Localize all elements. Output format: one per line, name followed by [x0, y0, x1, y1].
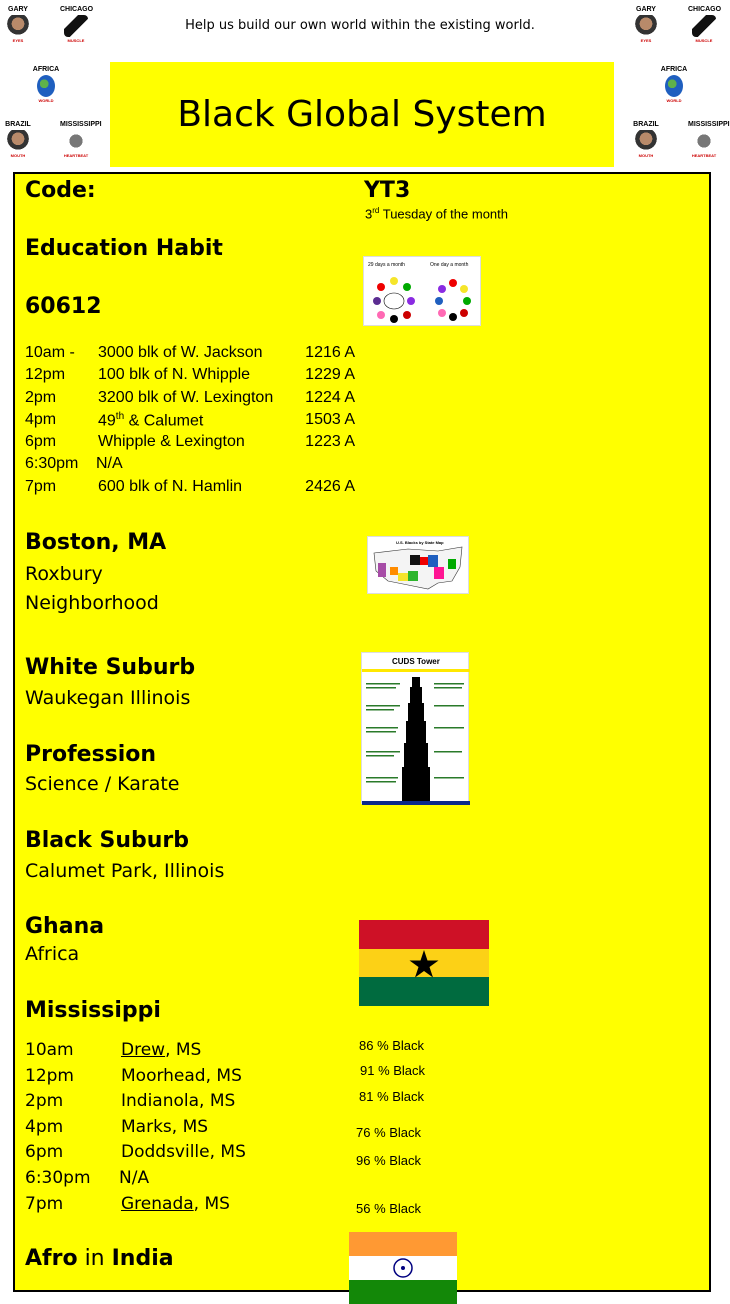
title-banner [110, 62, 614, 167]
thumbnail-sublabel: EYES [640, 38, 652, 43]
schedule-code: 1223 A [305, 433, 355, 451]
heart-icon [64, 130, 88, 152]
schedule-time: 4pm [25, 410, 57, 428]
schedule-time: 10am - [25, 344, 75, 361]
map-caption: U.S. Blacks by State Map [396, 540, 444, 545]
profession-heading: Profession [25, 742, 157, 767]
thumbnail-label: AFRICA [32, 66, 60, 73]
mississippi-schedule [25, 1040, 355, 1219]
ghana-heading: Ghana [25, 914, 105, 939]
thumbnail-africa [658, 66, 690, 103]
boston-line-2: Neighborhood [25, 592, 159, 614]
schedule-place: N/A [96, 455, 123, 473]
globe-icon [665, 75, 683, 97]
face-icon [634, 130, 658, 152]
schedule-row [25, 455, 355, 477]
face-icon [6, 130, 30, 152]
schedule-place: Whipple & Lexington [98, 433, 245, 451]
thumbnail-mississippi [688, 121, 730, 158]
white-suburb-line: Waukegan Illinois [25, 687, 191, 709]
thumbnail-sublabel: MUSCLE [67, 38, 85, 43]
cycle-diagram-svg [364, 257, 482, 327]
us-map-svg [368, 537, 470, 595]
schedule-time: 6:30pm [25, 455, 79, 473]
profession-line: Science / Karate [25, 773, 180, 795]
thumbnail-gary [2, 6, 34, 43]
schedule-code: 1229 A [305, 366, 355, 384]
schedule-row [25, 344, 355, 366]
thumbnail-label: CHICAGO [60, 6, 94, 13]
schedule-row [25, 389, 355, 411]
thumbnail-label: CHICAGO [688, 6, 722, 13]
mississippi-time: 10am [25, 1040, 74, 1060]
schedule-row [25, 478, 355, 500]
thumbnail-sublabel: MOUTH [10, 153, 26, 158]
habit-heading: Education Habit [25, 236, 223, 261]
cuds-tower-thumbnail [361, 652, 469, 804]
schedule-code: 1224 A [305, 388, 355, 406]
schedule-place: 3200 blk of W. Lexington [98, 388, 274, 406]
zip-heading: 60612 [25, 294, 102, 319]
schedule-code: 1216 A [305, 344, 355, 361]
mississippi-row [25, 1117, 355, 1143]
thumbnail-gary [630, 6, 662, 43]
schedule-row [25, 411, 355, 433]
black-suburb-heading: Black Suburb [25, 828, 190, 853]
heart-icon [692, 130, 716, 152]
mississippi-town: Moorhead, MS [121, 1065, 242, 1086]
thumbnail-label: MISSISSIPPI [688, 121, 730, 128]
schedule-time: 12pm [25, 366, 66, 384]
schedule-code: 1503 A [305, 410, 355, 428]
thumbnail-chicago [688, 6, 720, 43]
page-title: Black Global System [177, 94, 547, 135]
black-percentage: 91 % Black [360, 1063, 426, 1078]
globe-icon [37, 75, 55, 97]
mississippi-town: Drew, MS [121, 1040, 202, 1060]
code-value: YT3 [364, 178, 411, 203]
schedule-time: 7pm [25, 477, 57, 495]
mississippi-time: 6:30pm [25, 1167, 91, 1188]
schedule-place: 600 blk of N. Hamlin [98, 477, 243, 495]
mississippi-row [25, 1091, 355, 1117]
mississippi-town: Doddsville, MS [121, 1142, 246, 1163]
thumbnail-sublabel: EYES [12, 38, 24, 43]
tagline: Help us build our own world within the existing world. [185, 18, 535, 33]
india-word-afro: Afro [25, 1246, 78, 1271]
black-percentage: 81 % Black [359, 1089, 425, 1104]
india-word-in: in [84, 1246, 105, 1271]
mississippi-row [25, 1142, 355, 1168]
ghana-flag [359, 920, 489, 1006]
india-word-india: India [111, 1246, 174, 1271]
boston-heading: Boston, MA [25, 530, 167, 555]
mississippi-time: 2pm [25, 1091, 64, 1112]
mississippi-town: Grenada, MS [121, 1193, 230, 1214]
black-percentage: 56 % Black [356, 1201, 422, 1216]
thumbnail-sublabel: HEARTBEAT [63, 153, 89, 158]
black-suburb-line: Calumet Park, Illinois [25, 860, 225, 882]
face-icon [6, 15, 30, 37]
content-panel [13, 172, 711, 1292]
code-label: Code: [25, 178, 96, 203]
thumbnail-brazil [2, 121, 34, 158]
thumbnail-sublabel: MUSCLE [695, 38, 713, 43]
mississippi-town: Indianola, MS [121, 1091, 236, 1112]
thumbnail-brazil [630, 121, 662, 158]
thumbnail-label: BRAZIL [633, 121, 659, 128]
schedule-row [25, 366, 355, 388]
code-schedule: 3rd Tuesday of the month [365, 206, 508, 222]
mississippi-town: Marks, MS [121, 1116, 209, 1137]
schedule-time: 6pm [25, 433, 57, 451]
thumbnail-chicago [60, 6, 92, 43]
schedule-time: 2pm [25, 388, 57, 406]
thumbnail-label: BRAZIL [5, 121, 31, 128]
boston-line-1: Roxbury [25, 563, 103, 585]
black-percentage: 96 % Black [356, 1153, 422, 1168]
mississippi-time: 4pm [25, 1116, 64, 1137]
us-map-thumbnail [367, 536, 469, 594]
tower-title: CUDS Tower [392, 657, 440, 666]
thumbnail-label: GARY [8, 6, 28, 13]
arm-icon [692, 15, 716, 37]
mississippi-time: 12pm [25, 1065, 74, 1086]
schedule-row [25, 433, 355, 455]
thumbnail-label: MISSISSIPPI [60, 121, 102, 128]
schedule-place: 3000 blk of W. Jackson [98, 344, 263, 361]
cuds-tower-svg [362, 653, 470, 805]
thumbnail-sublabel: WORLD [38, 98, 54, 103]
thumbnail-label: AFRICA [660, 66, 688, 73]
thumbnail-sublabel: WORLD [666, 98, 682, 103]
thumbnail-sublabel: HEARTBEAT [691, 153, 717, 158]
mississippi-heading: Mississippi [25, 998, 161, 1023]
cycle-right-caption: One day a month [430, 262, 469, 268]
white-suburb-heading: White Suburb [25, 655, 196, 680]
mississippi-time: 6pm [25, 1142, 64, 1163]
mississippi-row [25, 1168, 355, 1194]
mississippi-row [25, 1040, 355, 1066]
mississippi-time: 7pm [25, 1193, 64, 1214]
mississippi-town: N/A [119, 1167, 150, 1188]
face-icon [634, 15, 658, 37]
thumbnail-label: GARY [636, 6, 656, 13]
cycle-diagram-thumbnail [363, 256, 481, 326]
india-flag [349, 1232, 457, 1304]
schedule-code: 2426 A [305, 477, 355, 495]
mississippi-row [25, 1194, 355, 1220]
india-heading [25, 1246, 174, 1272]
thumbnail-sublabel: MOUTH [638, 153, 654, 158]
thumbnail-africa [30, 66, 62, 103]
schedule-place: 100 blk of N. Whipple [98, 366, 251, 384]
ghana-line: Africa [25, 943, 80, 965]
cycle-left-caption: 29 days a month [368, 262, 405, 268]
chicago-schedule [25, 344, 355, 500]
black-percentage: 86 % Black [359, 1038, 425, 1053]
schedule-place: 49th & Calumet [98, 410, 204, 430]
black-percentage: 76 % Black [356, 1125, 422, 1140]
arm-icon [64, 15, 88, 37]
mississippi-row [25, 1066, 355, 1092]
thumbnail-mississippi [60, 121, 102, 158]
